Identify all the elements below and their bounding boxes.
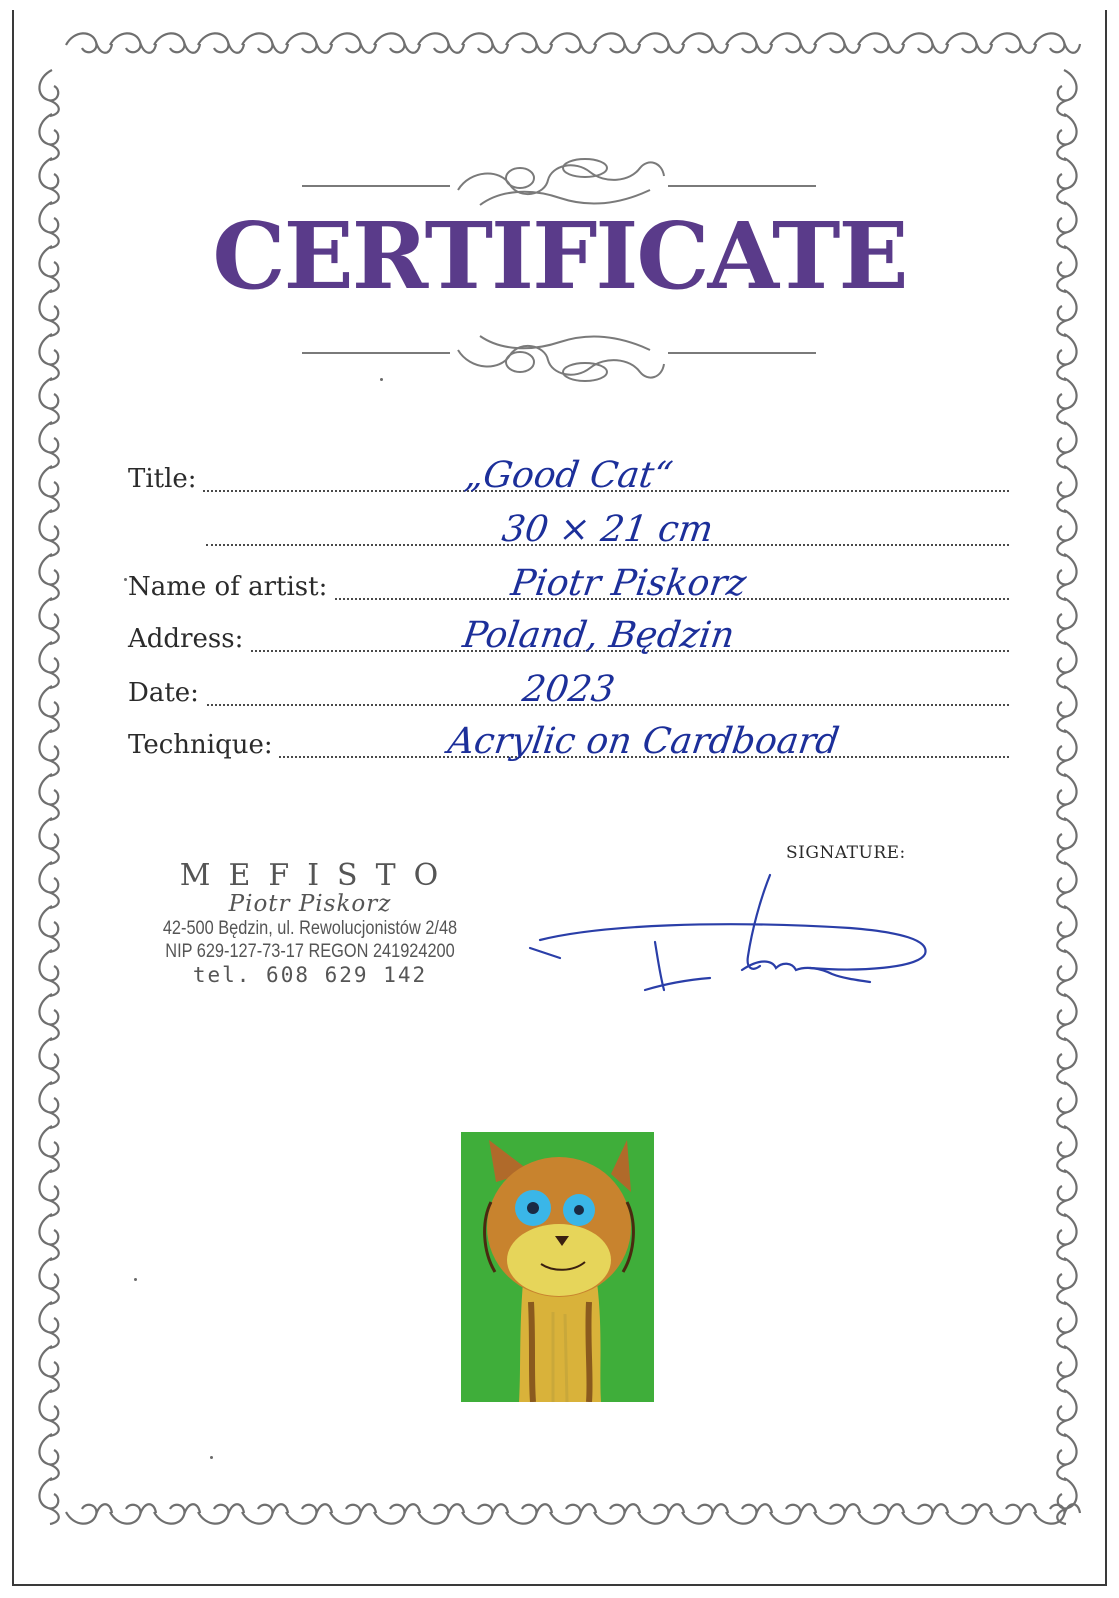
stamp-ids: NIP 629-127-73-17 REGON 241924200 <box>165 941 455 962</box>
field-label: Name of artist: <box>128 572 333 602</box>
cat-painting-image <box>461 1132 654 1402</box>
field-date <box>128 669 1009 714</box>
field-label: Title: <box>128 464 203 494</box>
field-value-title: „Good Cat“ <box>462 455 676 496</box>
field-value-address: Poland, Będzin <box>460 615 737 656</box>
signature-label: SIGNATURE: <box>786 843 906 863</box>
stamp-name: MEFISTO <box>179 858 457 893</box>
paper-speck <box>380 378 383 381</box>
paper-speck <box>210 1456 213 1459</box>
certificate-heading: CERTIFICATE <box>212 202 907 310</box>
field-address <box>128 615 1009 660</box>
field-value-technique: Acrylic on Cardboard <box>445 721 842 762</box>
field-label: Date: <box>128 678 205 708</box>
field-title <box>128 455 1009 500</box>
field-label: Technique: <box>128 730 279 760</box>
stamp-phone: tel. 608 629 142 <box>192 963 428 987</box>
paper-speck <box>134 1278 137 1281</box>
field-technique <box>128 721 1009 766</box>
company-stamp <box>120 858 500 987</box>
field-value-dimensions: 30 × 21 cm <box>499 509 716 550</box>
handwritten-signature <box>520 870 950 1010</box>
paper-speck <box>124 578 127 581</box>
stamp-owner: Piotr Piskorz <box>228 891 392 917</box>
field-label: Address: <box>128 624 249 654</box>
field-value-date: 2023 <box>519 669 618 710</box>
field-artist <box>128 563 1009 608</box>
stamp-address: 42-500 Będzin, ul. Rewolucjonistów 2/48 <box>162 918 458 939</box>
field-value-artist: Piotr Piskorz <box>508 563 749 604</box>
field-dimensions <box>206 509 1009 554</box>
